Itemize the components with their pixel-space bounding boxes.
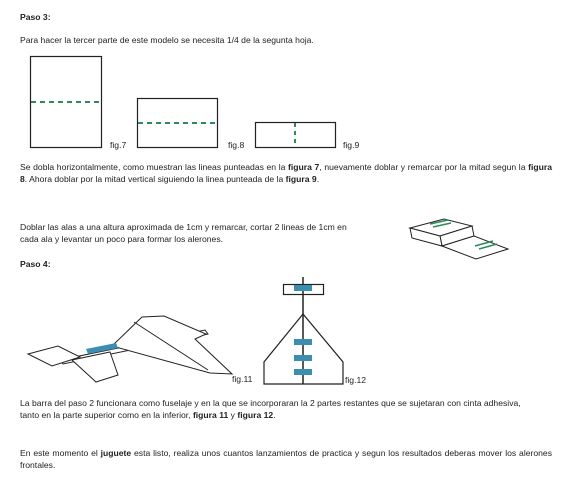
step4-heading: Paso 4: [20,259,51,269]
step4-paragraph-1: La barra del paso 2 funcionara como fuselaje y en la que se incorporaran la 2 partes restantes que se sujetaran con cinta adhesiva, tanto en la parte superior como en la inferior, figura 11 y figura 12. [20,398,521,420]
step4-paragraph-2: En este momento el juguete esta listo, realiza unos cuantos lanzamientos de practica y segun los resultados deberas mover los alerones frontales. [20,448,553,470]
step3-heading: Paso 3: [20,12,51,22]
fig9-label: fig.9 [343,140,360,150]
step3-paragraph-2: Doblar las alas a una altura aproximada de 1cm y remarcar, cortar 2 lineas de 1cm en cada ala y levantar un poco para formar los alerones. [20,222,347,244]
fig11-label: fig.11 [232,374,253,384]
fig7-label: fig.7 [110,140,127,150]
step3-intro: Para hacer la tercer parte de este modelo se necesita 1/4 de la segunta hoja. [20,35,314,45]
step3-paragraph-1: Se dobla horizontalmente, como muestran las lineas punteadas en la figura 7, nuevamente doblar y remarcar por la mitad segun la figura 8. Ahora doblar por la mitad vertical siguiendo la linea punteada de la figura 9. [20,162,552,184]
fig8-label: fig.8 [228,140,245,150]
fig12-label: fig.12 [345,375,367,385]
